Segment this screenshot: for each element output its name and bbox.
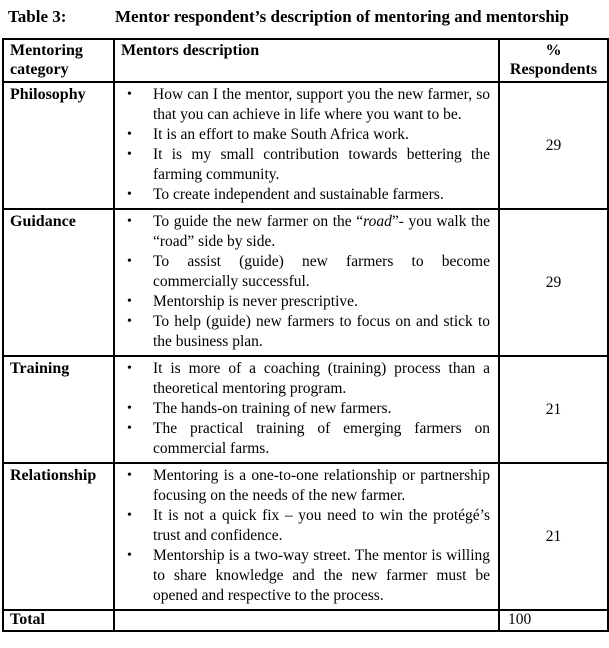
header-mentoring-category: Mentoring category (3, 39, 114, 82)
bullet-text: To create independent and sustainable farmers. (153, 186, 444, 203)
bullet-icon: • (127, 421, 132, 436)
category-cell: Relationship (3, 463, 114, 610)
bullet-text: Mentorship is never prescriptive. (153, 293, 358, 310)
bullet-text: It is my small contribution towards bettering the farming community. (153, 146, 490, 183)
percent-cell: 21 (499, 463, 608, 610)
bullet-icon: • (127, 254, 132, 269)
table-header-row (3, 39, 608, 82)
bullet-icon: • (127, 127, 132, 142)
bullet-item (127, 185, 490, 205)
bullet-icon: • (127, 548, 132, 563)
percent-cell: 29 (499, 209, 608, 356)
description-cell (114, 463, 499, 610)
bullet-icon: • (127, 401, 132, 416)
table-row (3, 82, 608, 209)
description-cell (114, 356, 499, 463)
table-row (3, 463, 608, 610)
bullet-text: To guide the new farmer on the “road”- you walk the “road” side by side. (153, 213, 491, 250)
bullet-item (127, 546, 490, 606)
bullet-icon: • (127, 314, 132, 329)
description-cell (114, 82, 499, 209)
table-body (3, 82, 608, 610)
bullet-item (127, 506, 490, 546)
description-cell (114, 209, 499, 356)
percent-cell: 29 (499, 82, 608, 209)
percent-cell: 21 (499, 356, 608, 463)
bullet-text: Mentoring is a one-to-one relationship or partnership focusing on the needs of the new farmer. (153, 467, 490, 504)
bullet-icon: • (127, 187, 132, 202)
bullet-text: The practical training of emerging farmers on commercial farms. (153, 420, 490, 457)
category-cell: Guidance (3, 209, 114, 356)
bullet-text: To assist (guide) new farmers to become commercially successful. (153, 253, 490, 290)
bullet-icon: • (127, 147, 132, 162)
bullet-icon: • (127, 214, 132, 229)
bullet-item (127, 145, 490, 185)
bullet-item (127, 399, 490, 419)
bullet-icon: • (127, 294, 132, 309)
table-caption-text: Mentor respondent’s description of mentoring and mentorship (115, 7, 569, 26)
bullet-icon: • (127, 508, 132, 523)
bullet-text: It is not a quick fix – you need to win the protégé’s trust and confidence. (153, 507, 490, 544)
bullet-text: It is more of a coaching (training) process than a theoretical mentoring program. (153, 360, 490, 397)
bullet-text: The hands-on training of new farmers. (153, 400, 392, 417)
bullet-item (127, 359, 490, 399)
total-label: Total (3, 610, 114, 631)
bullet-text: To help (guide) new farmers to focus on and stick to the business plan. (153, 313, 490, 350)
bullet-item (127, 466, 490, 506)
table-row (3, 356, 608, 463)
header-percent-respondents: % Respondents (499, 39, 608, 82)
category-cell: Philosophy (3, 82, 114, 209)
bullet-item (127, 292, 490, 312)
table-caption (2, 6, 607, 27)
bullet-icon: • (127, 468, 132, 483)
table-total-row (3, 610, 608, 631)
bullet-item (127, 419, 490, 459)
table-caption-number: Table 3: (8, 7, 67, 26)
total-percent-value: 100 (499, 610, 608, 631)
bullet-item (127, 252, 490, 292)
table-row (3, 209, 608, 356)
bullet-item (127, 312, 490, 352)
bullet-text: How can I the mentor, support you the new farmer, so that you can achieve in life where you want to be. (153, 86, 490, 123)
header-mentors-description: Mentors description (114, 39, 499, 82)
bullet-text: Mentorship is a two-way street. The mentor is willing to share knowledge and the new farmer must be opened and respective to the process. (153, 547, 490, 604)
bullet-text: It is an effort to make South Africa work. (153, 126, 409, 143)
bullet-item (127, 212, 490, 252)
bullet-item (127, 125, 490, 145)
bullet-item (127, 85, 490, 125)
bullet-icon: • (127, 361, 132, 376)
mentoring-description-table (2, 38, 609, 632)
category-cell: Training (3, 356, 114, 463)
bullet-icon: • (127, 87, 132, 102)
total-empty-cell (114, 610, 499, 631)
